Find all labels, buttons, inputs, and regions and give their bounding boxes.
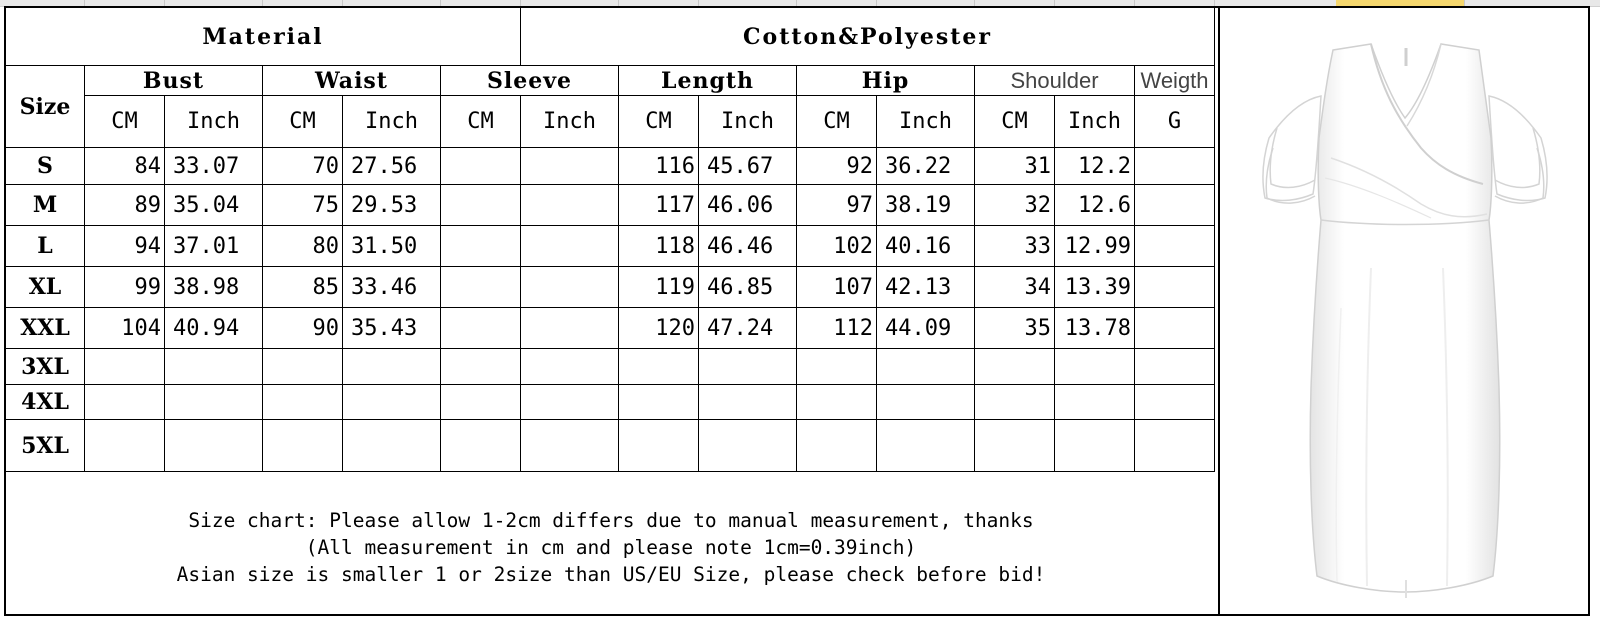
shoulder-cm-cell: 33 [975,226,1055,267]
bust-cm-cell [85,420,165,472]
size-cell: 3XL [6,349,85,385]
hip-inch-cell [877,385,975,420]
size-chart-notes [5,477,1217,617]
hip-cm-cell: 97 [797,185,877,226]
shoulder-inch-cell [1055,420,1135,472]
unit-bust-cm: CM [85,96,165,148]
size-cell: L [6,226,85,267]
length-inch-cell: 46.46 [699,226,797,267]
hip-cm-cell [797,349,877,385]
waist-inch-cell [343,420,441,472]
waist-cm-cell [263,420,343,472]
shoulder-cm-cell [975,385,1055,420]
unit-shoulder-inch: Inch [1055,96,1135,148]
weight-cell [1135,185,1215,226]
header-waist: Waist [263,66,441,96]
unit-sleeve-cm: CM [441,96,521,148]
waist-inch-cell: 27.56 [343,148,441,185]
size-cell: XL [6,267,85,308]
unit-header-row [6,96,1215,148]
measurement-header-row [6,66,1215,96]
hip-inch-cell: 40.16 [877,226,975,267]
size-chart-table [5,7,1215,472]
hip-inch-cell [877,349,975,385]
waist-inch-cell: 31.50 [343,226,441,267]
table-row [6,148,1215,185]
size-cell: 5XL [6,420,85,472]
sleeve-cm-cell [441,185,521,226]
unit-weight-g: G [1135,96,1215,148]
weight-cell [1135,349,1215,385]
length-inch-cell: 45.67 [699,148,797,185]
waist-inch-cell: 29.53 [343,185,441,226]
hip-inch-cell [877,420,975,472]
waist-cm-cell: 90 [263,308,343,349]
size-cell: XXL [6,308,85,349]
product-image [1221,8,1590,614]
waist-cm-cell: 80 [263,226,343,267]
hip-cm-cell: 112 [797,308,877,349]
table-row [6,226,1215,267]
shoulder-inch-cell: 12.99 [1055,226,1135,267]
length-cm-cell: 120 [619,308,699,349]
material-row [6,8,1215,66]
note-line: Asian size is smaller 1 or 2size than US/EU Size, please check before bid! [176,562,1046,586]
unit-length-cm: CM [619,96,699,148]
length-cm-cell: 119 [619,267,699,308]
length-cm-cell: 117 [619,185,699,226]
sleeve-cm-cell [441,226,521,267]
table-row [6,267,1215,308]
length-inch-cell [699,420,797,472]
sleeve-cm-cell [441,308,521,349]
sleeve-inch-cell [521,267,619,308]
sleeve-cm-cell [441,267,521,308]
length-inch-cell [699,385,797,420]
bust-cm-cell: 99 [85,267,165,308]
header-weight: Weigth [1135,66,1215,96]
bust-inch-cell: 38.98 [165,267,263,308]
header-bust: Bust [85,66,263,96]
header-shoulder: Shoulder [975,66,1135,96]
waist-inch-cell [343,349,441,385]
unit-sleeve-inch: Inch [521,96,619,148]
size-header: Size [6,66,85,148]
bust-inch-cell: 40.94 [165,308,263,349]
hip-cm-cell: 92 [797,148,877,185]
shoulder-inch-cell: 12.6 [1055,185,1135,226]
unit-bust-inch: Inch [165,96,263,148]
length-inch-cell: 47.24 [699,308,797,349]
hip-cm-cell [797,385,877,420]
weight-cell [1135,148,1215,185]
weight-cell [1135,385,1215,420]
sleeve-inch-cell [521,226,619,267]
header-length: Length [619,66,797,96]
length-inch-cell: 46.06 [699,185,797,226]
weight-cell [1135,420,1215,472]
length-inch-cell: 46.85 [699,267,797,308]
waist-inch-cell: 35.43 [343,308,441,349]
header-hip: Hip [797,66,975,96]
length-cm-cell: 116 [619,148,699,185]
bust-inch-cell [165,349,263,385]
waist-cm-cell: 85 [263,267,343,308]
bust-inch-cell: 33.07 [165,148,263,185]
bust-cm-cell: 104 [85,308,165,349]
sleeve-inch-cell [521,308,619,349]
sleeve-cm-cell [441,349,521,385]
shoulder-cm-cell [975,349,1055,385]
unit-length-inch: Inch [699,96,797,148]
shoulder-cm-cell: 34 [975,267,1055,308]
length-inch-cell [699,349,797,385]
bust-cm-cell: 89 [85,185,165,226]
shoulder-cm-cell: 35 [975,308,1055,349]
weight-cell [1135,308,1215,349]
length-cm-cell [619,420,699,472]
hip-inch-cell: 36.22 [877,148,975,185]
shoulder-inch-cell: 13.78 [1055,308,1135,349]
white-dress-illustration-icon [1221,8,1590,614]
weight-cell [1135,226,1215,267]
hip-cm-cell: 107 [797,267,877,308]
hip-cm-cell: 102 [797,226,877,267]
sleeve-cm-cell [441,385,521,420]
waist-cm-cell: 70 [263,148,343,185]
hip-inch-cell: 44.09 [877,308,975,349]
size-cell: S [6,148,85,185]
shoulder-inch-cell: 12.2 [1055,148,1135,185]
waist-inch-cell [343,385,441,420]
note-line: (All measurement in cm and please note 1cm=0.39inch) [305,535,917,559]
bust-cm-cell [85,349,165,385]
shoulder-inch-cell [1055,349,1135,385]
unit-hip-inch: Inch [877,96,975,148]
note-line: Size chart: Please allow 1-2cm differs due to manual measurement, thanks [188,508,1034,532]
hip-cm-cell [797,420,877,472]
size-cell: 4XL [6,385,85,420]
bust-inch-cell [165,420,263,472]
table-row [6,385,1215,420]
bust-inch-cell: 37.01 [165,226,263,267]
material-label: Material [6,8,521,66]
table-row [6,185,1215,226]
waist-cm-cell: 75 [263,185,343,226]
shoulder-inch-cell [1055,385,1135,420]
unit-waist-cm: CM [263,96,343,148]
unit-hip-cm: CM [797,96,877,148]
image-divider [1218,6,1220,616]
hip-inch-cell: 38.19 [877,185,975,226]
waist-cm-cell [263,385,343,420]
shoulder-cm-cell [975,420,1055,472]
weight-cell [1135,267,1215,308]
size-cell: M [6,185,85,226]
length-cm-cell: 118 [619,226,699,267]
shoulder-cm-cell: 32 [975,185,1055,226]
shoulder-inch-cell: 13.39 [1055,267,1135,308]
length-cm-cell [619,385,699,420]
waist-cm-cell [263,349,343,385]
sleeve-inch-cell [521,349,619,385]
unit-waist-inch: Inch [343,96,441,148]
waist-inch-cell: 33.46 [343,267,441,308]
bust-cm-cell [85,385,165,420]
bust-cm-cell: 84 [85,148,165,185]
sleeve-cm-cell [441,148,521,185]
bust-cm-cell: 94 [85,226,165,267]
unit-shoulder-cm: CM [975,96,1055,148]
shoulder-cm-cell: 31 [975,148,1055,185]
bust-inch-cell: 35.04 [165,185,263,226]
hip-inch-cell: 42.13 [877,267,975,308]
sleeve-cm-cell [441,420,521,472]
header-sleeve: Sleeve [441,66,619,96]
length-cm-cell [619,349,699,385]
sleeve-inch-cell [521,420,619,472]
sleeve-inch-cell [521,385,619,420]
material-value: Cotton&Polyester [521,8,1215,66]
sleeve-inch-cell [521,148,619,185]
table-row [6,349,1215,385]
table-row [6,308,1215,349]
sleeve-inch-cell [521,185,619,226]
table-row [6,420,1215,472]
bust-inch-cell [165,385,263,420]
